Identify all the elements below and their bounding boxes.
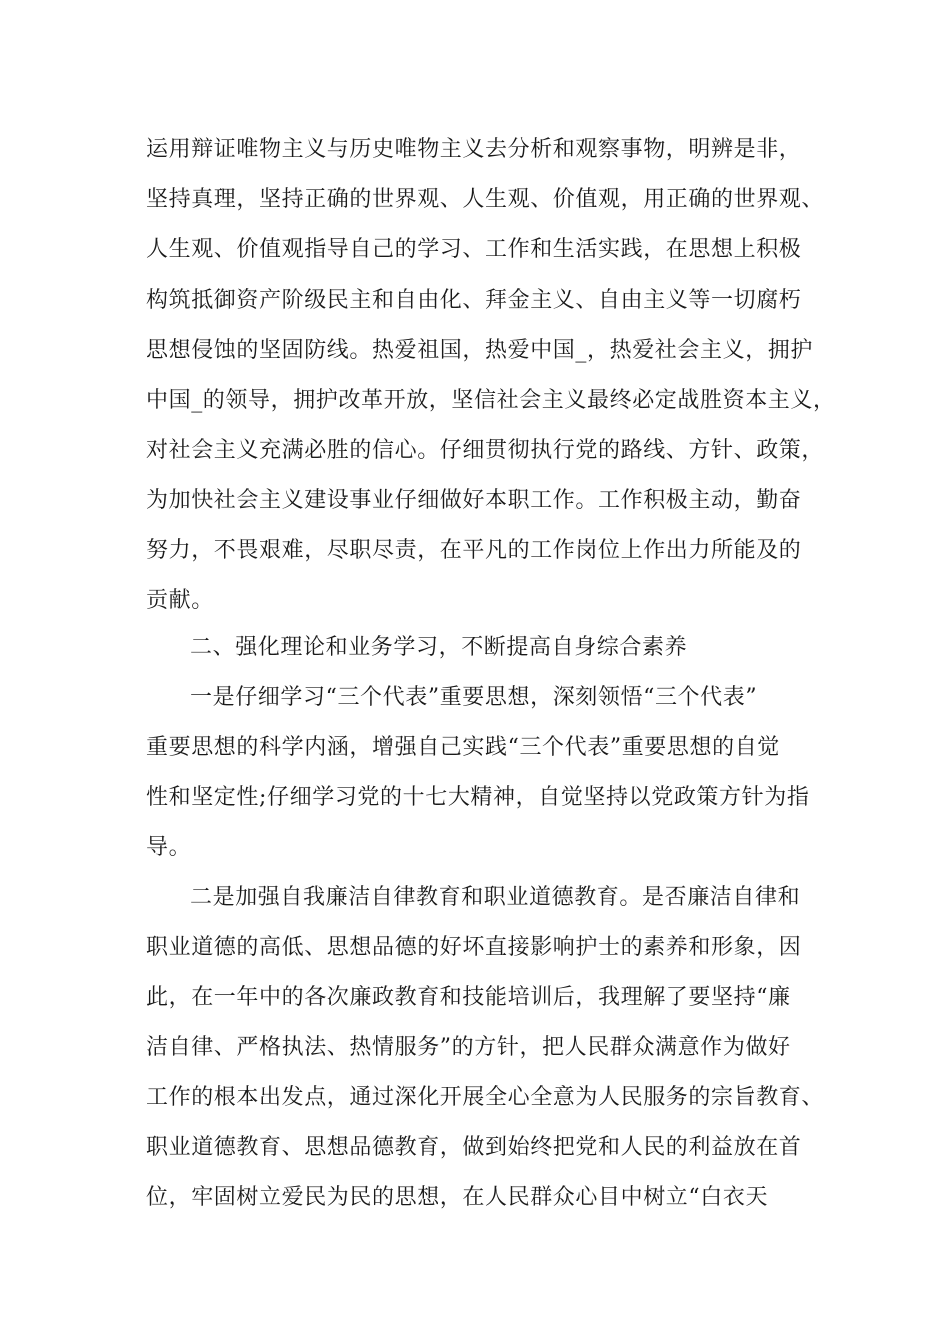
text-line: 努力，不畏艰难，尽职尽责，在平凡的工作岗位上作出力所能及的 (146, 538, 802, 563)
text-line: 重要思想的科学内涵，增强自己实践“三个代表”重要思想的自觉 (146, 735, 780, 760)
text-line: 为加快社会主义建设事业仔细做好本职工作。工作积极主动，勤奋 (146, 488, 802, 513)
paragraph-first-line: 二是加强自我廉洁自律教育和职业道德教育。是否廉洁自律和 (190, 885, 801, 910)
text-line: 导。 (146, 835, 192, 860)
text-line: 中国_的领导，拥护改革开放，坚信社会主义最终必定战胜资本主义， (146, 388, 836, 413)
section-heading: 二、强化理论和业务学习，不断提高自身综合素养 (190, 635, 688, 660)
paragraph-first-line: 一是仔细学习“三个代表”重要思想，深刻领悟“三个代表” (190, 685, 758, 710)
text-line: 职业道德教育、思想品德教育，做到始终把党和人民的利益放在首 (146, 1135, 802, 1160)
text-line: 工作的根本出发点，通过深化开展全心全意为人民服务的宗旨教育、 (146, 1085, 825, 1110)
text-line: 职业道德的高低、思想品德的好坏直接影响护士的素养和形象，因 (146, 935, 802, 960)
text-line: 构筑抵御资产阶级民主和自由化、拜金主义、自由主义等一切腐朽 (146, 288, 802, 313)
text-line: 人生观、价值观指导自己的学习、工作和生活实践，在思想上积极 (146, 237, 802, 262)
text-line: 洁自律、严格执法、热情服务”的方针，把人民群众满意作为做好 (146, 1035, 791, 1060)
text-line: 贡献。 (146, 588, 214, 613)
text-line: 运用辩证唯物主义与历史唯物主义去分析和观察事物，明辨是非， (146, 137, 802, 162)
text-line: 思想侵蚀的坚固防线。热爱祖国，热爱中国_，热爱社会主义，拥护 (146, 338, 814, 363)
text-line: 对社会主义充满必胜的信心。仔细贯彻执行党的路线、方针、政策， (146, 438, 825, 463)
text-line: 性和坚定性;仔细学习党的十七大精神，自觉坚持以党政策方针为指 (146, 785, 810, 810)
text-line: 此，在一年中的各次廉政教育和技能培训后，我理解了要坚持“廉 (146, 985, 791, 1010)
text-line: 位，牢固树立爱民为民的思想，在人民群众心目中树立“白衣天 (146, 1185, 769, 1210)
text-line: 坚持真理，坚持正确的世界观、人生观、价值观，用正确的世界观、 (146, 187, 825, 212)
